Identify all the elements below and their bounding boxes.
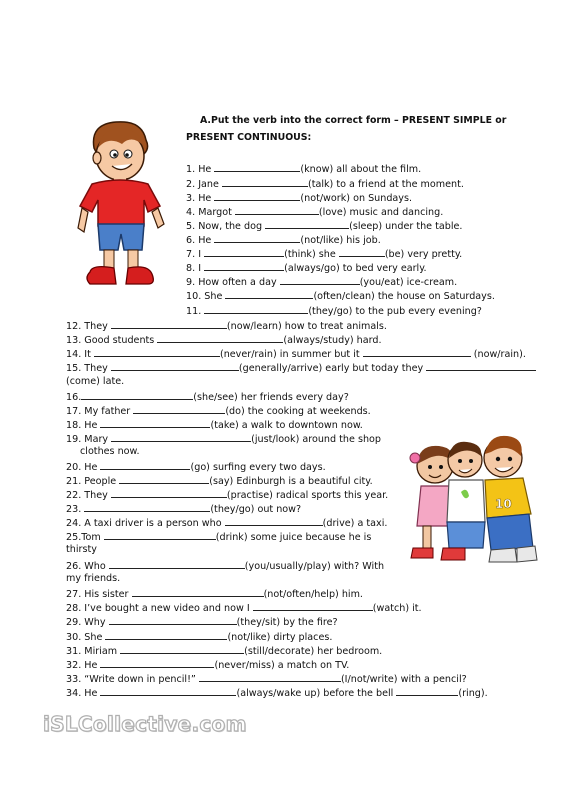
- exercise-item: [66, 418, 363, 432]
- exercise-item: [66, 502, 301, 516]
- answer-blank[interactable]: [157, 333, 283, 343]
- exercise-text: (say) Edinburgh is a beautiful city.: [209, 476, 373, 487]
- exercise-text: (do) the cooking at weekends.: [225, 406, 371, 417]
- exercise-text: 3. He: [186, 193, 215, 204]
- exercise-text: thirsty: [66, 544, 97, 555]
- exercise-text: (drive) a taxi.: [322, 518, 388, 529]
- answer-blank[interactable]: [100, 460, 190, 470]
- exercise-text: (now/rain).: [470, 349, 526, 360]
- exercise-text: 29. Why: [66, 617, 109, 628]
- exercise-item: [66, 474, 373, 488]
- exercise-item: [66, 672, 467, 686]
- exercise-text: (drink) some juice because he is: [215, 532, 372, 543]
- exercise-item: [80, 446, 140, 458]
- exercise-text: 5. Now, the dog: [186, 221, 266, 232]
- exercise-text: 16.: [66, 392, 82, 403]
- exercise-text: 4. Margot: [186, 207, 235, 218]
- exercise-item: [66, 319, 387, 333]
- exercise-item: [66, 630, 332, 644]
- exercise-item: [66, 516, 387, 530]
- answer-blank[interactable]: [119, 474, 209, 484]
- answer-blank[interactable]: [120, 644, 244, 654]
- exercise-text: 28. I’ve bought a new video and now I: [66, 603, 253, 614]
- exercise-text: (go) surfing every two days.: [190, 462, 326, 473]
- exercise-item: [66, 559, 384, 573]
- exercise-item: [186, 205, 443, 219]
- exercise-text: (never/miss) a match on TV.: [214, 660, 350, 671]
- exercise-item: [66, 376, 124, 388]
- exercise-item: [66, 587, 363, 601]
- exercise-text: 21. People: [66, 476, 120, 487]
- answer-blank[interactable]: [222, 177, 308, 187]
- exercise-item: [186, 177, 464, 191]
- exercise-text: (always/go) to bed very early.: [284, 263, 427, 274]
- answer-blank[interactable]: [111, 488, 227, 498]
- exercise-text: 12. They: [66, 321, 111, 332]
- exercise-text: 6. He: [186, 235, 215, 246]
- answer-blank[interactable]: [426, 361, 536, 371]
- islcollective-logo: [43, 712, 247, 736]
- exercise-text: (know) all about the film.: [300, 164, 422, 175]
- exercise-text: (ring).: [458, 688, 488, 699]
- answer-blank[interactable]: [111, 361, 239, 371]
- exercise-item: [186, 219, 462, 233]
- exercise-item: [66, 658, 349, 672]
- exercise-item: [66, 432, 381, 446]
- exercise-item: [186, 191, 412, 205]
- answer-blank[interactable]: [396, 686, 458, 696]
- exercise-text: (often/clean) the house on Saturdays.: [313, 291, 495, 302]
- exercise-text: (they/go) out now?: [210, 504, 302, 515]
- answer-blank[interactable]: [104, 530, 216, 540]
- answer-blank[interactable]: [100, 658, 214, 668]
- exercise-item: [66, 460, 326, 474]
- exercise-text: 13. Good students: [66, 335, 158, 346]
- exercise-text: (always/wake up) before the bell: [236, 688, 397, 699]
- svg-text:10: 10: [495, 497, 512, 511]
- exercise-item: [186, 289, 495, 303]
- exercise-text: 19. Mary: [66, 434, 112, 445]
- answer-blank[interactable]: [111, 319, 227, 329]
- exercise-text: (sleep) under the table.: [349, 221, 463, 232]
- exercise-item: [66, 404, 371, 418]
- exercise-text: 18. He: [66, 420, 101, 431]
- answer-blank[interactable]: [214, 191, 300, 201]
- exercise-item: [66, 530, 371, 544]
- exercise-text: 30. She: [66, 632, 106, 643]
- exercise-text: 7. I: [186, 249, 205, 260]
- exercise-text: (still/decorate) her bedroom.: [244, 646, 383, 657]
- answer-blank[interactable]: [204, 247, 284, 257]
- exercise-item: [66, 544, 97, 556]
- exercise-item: [66, 361, 536, 375]
- exercise-text: (generally/arrive) early but today they: [238, 363, 427, 374]
- exercise-text: 32. He: [66, 660, 101, 671]
- answer-blank[interactable]: [105, 630, 227, 640]
- exercise-text: 20. He: [66, 462, 101, 473]
- boy-illustration: [72, 118, 168, 290]
- exercise-text: 34. He: [66, 688, 101, 699]
- answer-blank[interactable]: [199, 672, 341, 682]
- exercise-text: (love) music and dancing.: [318, 207, 444, 218]
- exercise-text: 9. How often a day: [186, 277, 280, 288]
- exercise-text: 24. A taxi driver is a person who: [66, 518, 225, 529]
- exercise-text: (not/like) dirty places.: [227, 632, 333, 643]
- exercise-item: [186, 261, 427, 275]
- exercise-text: 31. Miriam: [66, 646, 121, 657]
- answer-blank[interactable]: [132, 587, 264, 597]
- answer-blank[interactable]: [214, 233, 300, 243]
- answer-blank[interactable]: [214, 162, 300, 172]
- exercise-text: (just/look) around the shop: [251, 434, 381, 445]
- answer-blank[interactable]: [225, 516, 323, 526]
- exercise-text: 22. They: [66, 490, 111, 501]
- exercise-text: (come) late.: [66, 376, 125, 387]
- answer-blank[interactable]: [94, 347, 220, 357]
- exercise-item: [66, 390, 349, 404]
- exercise-item: [66, 573, 120, 585]
- exercise-item: [66, 333, 382, 347]
- answer-blank[interactable]: [109, 615, 237, 625]
- answer-blank[interactable]: [225, 289, 313, 299]
- answer-blank[interactable]: [100, 686, 236, 696]
- exercise-text: (not/like) his job.: [300, 235, 381, 246]
- exercise-item: [186, 304, 482, 318]
- exercise-item: [186, 275, 457, 289]
- answer-blank[interactable]: [81, 390, 193, 400]
- exercise-text: (not/often/help) him.: [263, 589, 363, 600]
- exercise-text: 23.: [66, 504, 85, 515]
- exercise-text: (they/go) to the pub every evening?: [308, 306, 482, 317]
- exercise-text: 2. Jane: [186, 179, 222, 190]
- exercise-text: 33. “Write down in pencil!”: [66, 674, 199, 685]
- exercise-item: [66, 347, 526, 361]
- exercise-text: (take) a walk to downtown now.: [210, 420, 363, 431]
- exercise-item: [66, 488, 388, 502]
- exercise-text: 11.: [186, 306, 205, 317]
- instructions-heading: [186, 112, 542, 146]
- exercise-text: (you/eat) ice-cream.: [359, 277, 458, 288]
- exercise-text: (always/study) hard.: [283, 335, 382, 346]
- exercise-item: [186, 233, 381, 247]
- exercise-text: 25.Tom: [66, 532, 104, 543]
- instructions-line-1: A.Put the verb into the correct form – PRESENT SIMPLE or: [200, 115, 507, 126]
- exercise-text: clothes now.: [80, 446, 140, 457]
- exercise-item: [186, 162, 421, 176]
- exercise-item: [66, 601, 422, 615]
- exercise-text: (not/work) on Sundays.: [300, 193, 413, 204]
- exercise-item: [66, 615, 338, 629]
- instructions-line-2: PRESENT CONTINUOUS:: [186, 132, 312, 143]
- answer-blank[interactable]: [265, 219, 349, 229]
- exercise-text: (think) she: [284, 249, 339, 260]
- answer-blank[interactable]: [109, 559, 245, 569]
- exercise-item: [66, 644, 382, 658]
- exercise-text: my friends.: [66, 573, 121, 584]
- exercise-item: [66, 686, 488, 700]
- exercise-text: (I/not/write) with a pencil?: [340, 674, 467, 685]
- answer-blank[interactable]: [280, 275, 360, 285]
- answer-blank[interactable]: [84, 502, 210, 512]
- exercise-text: (now/learn) how to treat animals.: [226, 321, 387, 332]
- answer-blank[interactable]: [100, 418, 210, 428]
- exercise-text: (she/see) her friends every day?: [193, 392, 349, 403]
- exercise-text: (you/usually/play) with? With: [244, 561, 385, 572]
- exercise-text: 26. Who: [66, 561, 109, 572]
- logo-text: iSLCollective.com: [43, 712, 247, 736]
- answer-blank[interactable]: [204, 261, 284, 271]
- exercise-text: 15. They: [66, 363, 111, 374]
- exercise-text: (watch) it.: [372, 603, 422, 614]
- exercise-text: 8. I: [186, 263, 205, 274]
- exercise-text: 10. She: [186, 291, 226, 302]
- exercise-text: (talk) to a friend at the moment.: [307, 179, 464, 190]
- exercise-text: 14. It: [66, 349, 94, 360]
- exercise-text: 27. His sister: [66, 589, 132, 600]
- answer-blank[interactable]: [253, 601, 373, 611]
- answer-blank[interactable]: [204, 304, 308, 314]
- answer-blank[interactable]: [339, 247, 385, 257]
- exercise-text: 1. He: [186, 164, 215, 175]
- answer-blank[interactable]: [363, 347, 471, 357]
- exercise-text: (practise) radical sports this year.: [226, 490, 389, 501]
- kids-illustration: [403, 430, 539, 566]
- answer-blank[interactable]: [111, 432, 251, 442]
- exercise-text: (they/sit) by the fire?: [236, 617, 338, 628]
- exercise-text: 17. My father: [66, 406, 134, 417]
- answer-blank[interactable]: [235, 205, 319, 215]
- exercise-text: (be) very pretty.: [384, 249, 463, 260]
- answer-blank[interactable]: [133, 404, 225, 414]
- exercise-item: [186, 247, 462, 261]
- exercise-text: (never/rain) in summer but it: [219, 349, 363, 360]
